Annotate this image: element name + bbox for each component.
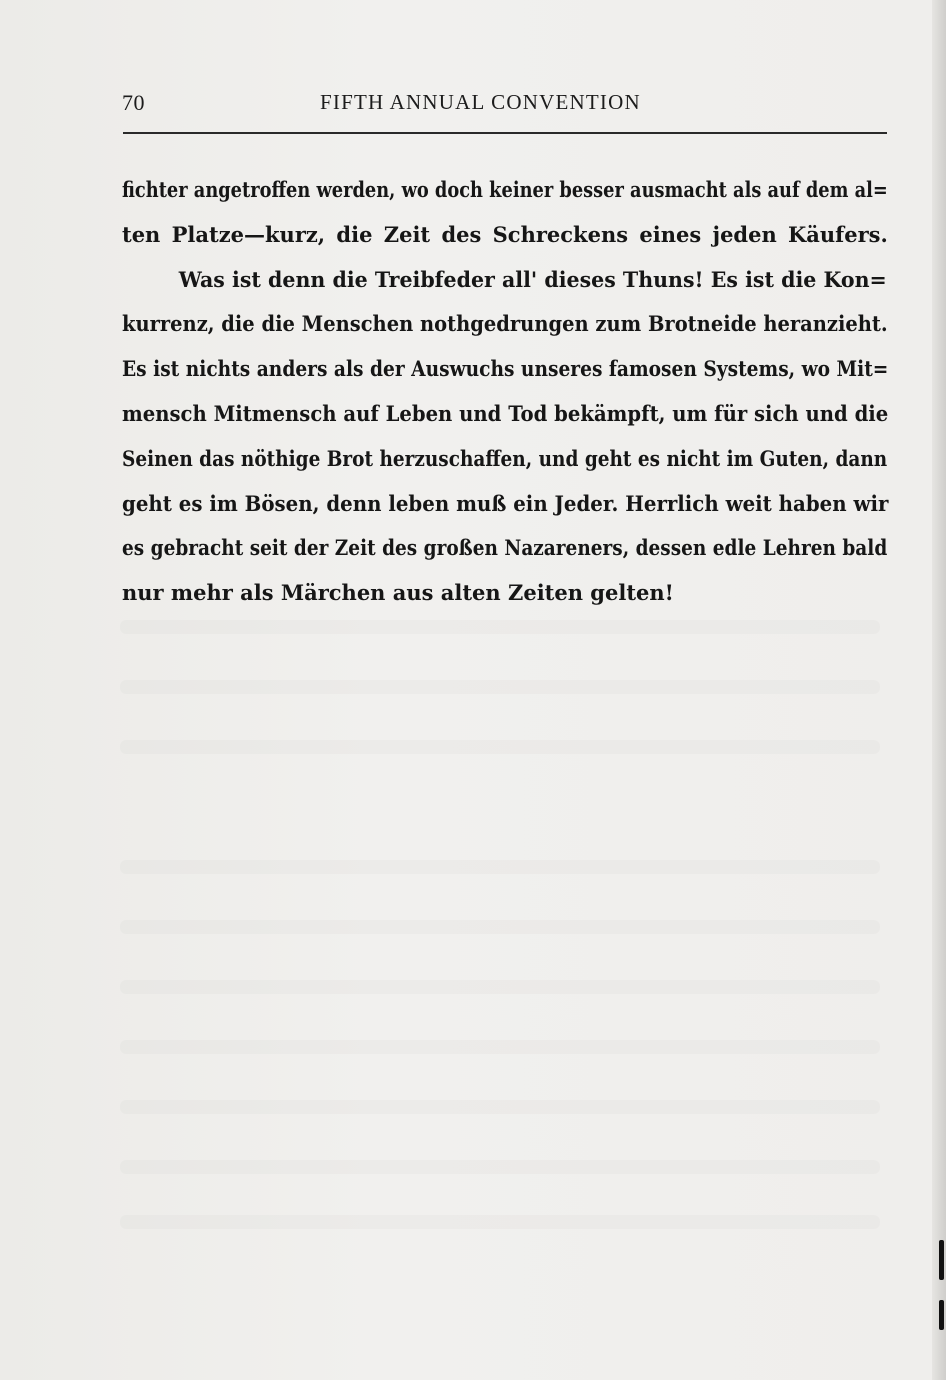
text-line: nur mehr als Märchen aus alten Zeiten gelten!: [122, 580, 674, 606]
text-line: Es ist nichts anders als der Auswuchs unseres famosen Systems, wo Mit=: [122, 356, 889, 382]
running-title: FIFTH ANNUAL CONVENTION: [320, 90, 641, 114]
show-through-line: [120, 1215, 880, 1229]
text-line: Seinen das nöthige Brot herzuschaffen, und geht es nicht im Guten, dann: [122, 445, 888, 471]
page-edge: [932, 0, 946, 1380]
page-number: 70: [122, 90, 145, 115]
show-through-line: [120, 1040, 880, 1054]
text-line: Was ist denn die Treibfeder all' dieses Thuns! Es ist die Kon=: [178, 266, 887, 292]
paragraph: [122, 168, 890, 258]
text-line: es gebracht seit der Zeit des großen Nazareners, dessen edle Lehren bald: [122, 535, 888, 561]
show-through-line: [120, 680, 880, 694]
show-through-line: [120, 1160, 880, 1174]
show-through-line: [120, 920, 880, 934]
paragraph: [122, 258, 890, 616]
edge-mark: [939, 1240, 944, 1280]
text-line: mensch Mitmensch auf Leben und Tod bekämpft, um für sich und die: [122, 400, 889, 426]
edge-mark: [939, 1300, 944, 1330]
body-text: [122, 168, 890, 616]
text-line: kurrenz, die die Menschen nothgedrungen zum Brotneide heranzieht.: [122, 311, 888, 337]
show-through-line: [120, 1100, 880, 1114]
show-through-line: [120, 980, 880, 994]
text-line: geht es im Bösen, denn leben muß ein Jeder. Herrlich weit haben wir: [122, 490, 889, 516]
text-line: ten Platze—kurz, die Zeit des Schreckens eines jeden Käufers.: [122, 221, 888, 247]
show-through-line: [120, 620, 880, 634]
show-through-line: [120, 860, 880, 874]
show-through-line: [120, 740, 880, 754]
header-rule: [123, 132, 887, 134]
page-header: [122, 88, 888, 118]
text-line: fichter angetroffen werden, wo doch keiner besser ausmacht als auf dem al=: [122, 177, 888, 202]
